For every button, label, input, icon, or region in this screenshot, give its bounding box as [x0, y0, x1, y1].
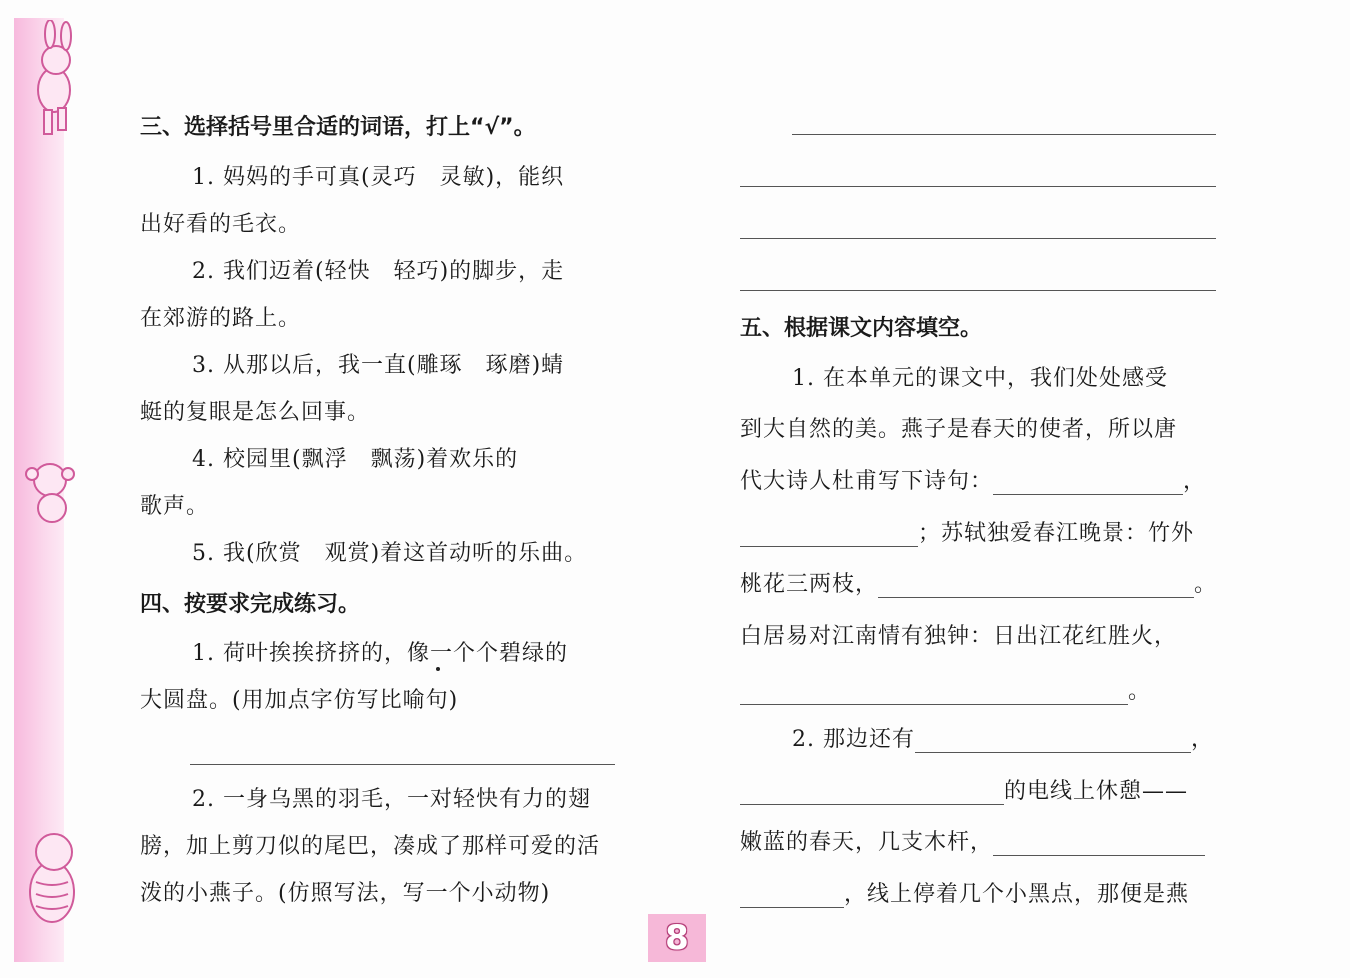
q3-item-5-line1: 5. 我(欣赏 观赏)着这首动听的乐曲。 — [192, 541, 588, 566]
q3-item-2-line1: 2. 我们迈着(轻快 轻巧)的脚步，走 — [192, 259, 565, 284]
q5-line-5 — [740, 567, 1217, 598]
q3-item-3-line2: 蜓的复眼是怎么回事。 — [140, 400, 371, 425]
answer-line-2[interactable] — [740, 186, 1216, 187]
blank-du-fu-2[interactable] — [740, 524, 918, 547]
blank-item-2-b[interactable] — [740, 782, 1004, 805]
answer-line-q4-1[interactable] — [190, 764, 615, 765]
q5-line-5-period: 。 — [1194, 572, 1218, 597]
q3-item-4-line1: 4. 校园里(飘浮 飘荡)着欢乐的 — [192, 447, 519, 472]
q5-line-9-text: 的电线上休憩—— — [1004, 779, 1189, 804]
tiger-illustration-icon — [14, 822, 86, 932]
q3-item-4-line2: 歌声。 — [140, 494, 210, 519]
q5-line-7-period: 。 — [1128, 679, 1152, 704]
q3-item-3-line1: 3. 从那以后，我一直(雕琢 琢磨)蜻 — [192, 353, 565, 378]
q5-line-4 — [740, 516, 1194, 547]
q5-line-2: 到大自然的美。燕子是春天的使者，所以唐 — [740, 417, 1178, 442]
q5-line-10 — [740, 825, 1205, 856]
answer-line-1[interactable] — [792, 134, 1216, 135]
section-4-title: 四、按要求完成练习。 — [140, 592, 361, 617]
q3-item-1-line2: 出好看的毛衣。 — [140, 212, 302, 237]
page-number: 8 — [665, 918, 689, 958]
answer-line-3[interactable] — [740, 238, 1216, 239]
q4-item-2-line3: 泼的小燕子。(仿照写法，写一个小动物) — [140, 881, 551, 906]
section-5-title: 五、根据课文内容填空。 — [740, 316, 983, 341]
q5-line-4-text: ；苏轼独爱春江晚景：竹外 — [918, 521, 1195, 546]
q5-line-8-comma: ， — [1190, 727, 1214, 752]
q4-item-1-line1: 1. 荷叶挨挨挤挤的，像一个个碧绿的 — [192, 641, 568, 666]
q5-line-3-text: 代大诗人杜甫写下诗句： — [740, 469, 994, 494]
q5-line-3-comma: ， — [1183, 469, 1207, 494]
q5-line-8-text: 2. 那边还有 — [792, 727, 915, 752]
q4-item-2-line1: 2. 一身乌黑的羽毛，一对轻快有力的翅 — [192, 787, 591, 812]
q5-line-11-text: ，线上停着几个小黑点，那便是燕 — [844, 882, 1190, 907]
answer-line-4[interactable] — [740, 290, 1216, 291]
q5-line-7 — [740, 674, 1151, 705]
q5-line-3 — [740, 464, 1206, 495]
q4-item-2-line2: 膀，加上剪刀似的尾巴，凑成了那样可爱的活 — [140, 834, 601, 859]
emphasis-dot — [436, 667, 440, 671]
q4-item-1-line2: 大圆盘。(用加点字仿写比喻句) — [140, 688, 459, 713]
q5-line-8 — [792, 722, 1214, 753]
q5-line-10-text: 嫩蓝的春天，几支木杆， — [740, 830, 994, 855]
q5-line-9 — [740, 774, 1188, 805]
q3-item-2-line2: 在郊游的路上。 — [140, 306, 302, 331]
monkey-illustration-icon — [14, 450, 86, 530]
blank-su-shi[interactable] — [878, 575, 1194, 598]
q5-line-6: 白居易对江南情有独钟：日出江花红胜火， — [740, 624, 1178, 649]
rabbit-illustration-icon — [14, 20, 86, 140]
blank-item-2-a[interactable] — [915, 730, 1191, 753]
blank-bai-juyi[interactable] — [740, 682, 1128, 705]
blank-item-2-d[interactable] — [740, 885, 844, 908]
blank-item-2-c[interactable] — [993, 833, 1205, 856]
section-3-title: 三、选择括号里合适的词语，打上“√”。 — [140, 115, 536, 140]
q5-line-5-text: 桃花三两枝， — [740, 572, 879, 597]
q5-line-1: 1. 在本单元的课文中，我们处处感受 — [792, 366, 1168, 391]
q5-line-11 — [740, 877, 1189, 908]
q3-item-1-line1: 1. 妈妈的手可真(灵巧 灵敏)，能织 — [192, 165, 565, 190]
blank-du-fu[interactable] — [993, 472, 1183, 495]
